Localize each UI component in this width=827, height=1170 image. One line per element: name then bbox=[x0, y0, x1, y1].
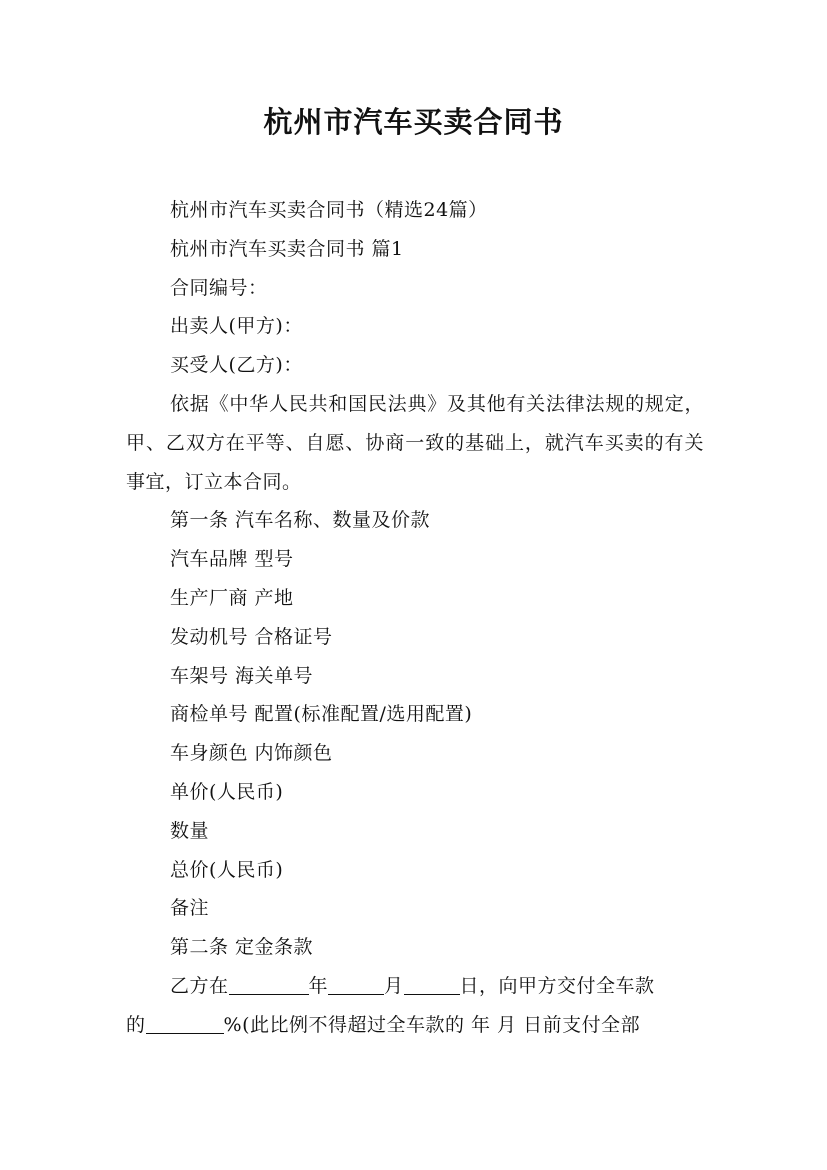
document-body bbox=[126, 191, 704, 1045]
contract-number-line: 合同编号： bbox=[170, 276, 268, 299]
basis-paragraph: 依据《中华人民共和国民法典》及其他有关法律法规的规定，甲、乙双方在平等、自愿、协商一致的基础上，就汽车买卖的有关事宜，订立本合同。 bbox=[126, 392, 704, 493]
deposit-text-4: 日，向甲方交付全车款 bbox=[459, 974, 655, 997]
seller-line: 出卖人(甲方)： bbox=[170, 315, 303, 338]
deposit-clause-line-2 bbox=[126, 1006, 704, 1045]
field-manufacturer-origin: 生产厂商 产地 bbox=[170, 586, 294, 609]
field-quantity: 数量 bbox=[170, 819, 210, 842]
deposit-text-3: 月 bbox=[384, 974, 404, 997]
subtitle-line: 杭州市汽车买卖合同书（精选24篇） bbox=[170, 199, 488, 221]
deposit-text-2: 年 bbox=[308, 974, 329, 997]
year-blank bbox=[229, 975, 309, 995]
article-1-heading: 第一条 汽车名称、数量及价款 bbox=[170, 509, 431, 532]
field-inspection-config: 商检单号 配置(标准配置/选用配置) bbox=[170, 703, 473, 726]
buyer-line: 买受人(乙方)： bbox=[170, 354, 303, 377]
field-engine-certificate: 发动机号 合格证号 bbox=[170, 625, 333, 648]
document-title: 杭州市汽车买卖合同书 bbox=[263, 105, 564, 139]
percent-blank bbox=[146, 1014, 224, 1034]
field-unit-price: 单价(人民币) bbox=[170, 780, 284, 803]
deposit-clause-line-1 bbox=[126, 967, 704, 1006]
deposit-text-6: %(此比例不得超过全车款的 年 月 日前支付全部 bbox=[223, 1013, 641, 1036]
deposit-text-5: 的 bbox=[126, 1013, 146, 1036]
day-blank bbox=[404, 975, 460, 995]
field-brand-model: 汽车品牌 型号 bbox=[170, 548, 294, 571]
month-blank bbox=[328, 975, 384, 995]
field-total-price: 总价(人民币) bbox=[170, 858, 284, 881]
field-remarks: 备注 bbox=[170, 897, 210, 920]
section-heading: 杭州市汽车买卖合同书 篇1 bbox=[170, 237, 404, 260]
field-colors: 车身颜色 内饰颜色 bbox=[170, 742, 333, 765]
deposit-text-1: 乙方在 bbox=[170, 974, 229, 997]
article-2-heading: 第二条 定金条款 bbox=[170, 936, 314, 959]
field-frame-customs: 车架号 海关单号 bbox=[170, 664, 314, 687]
